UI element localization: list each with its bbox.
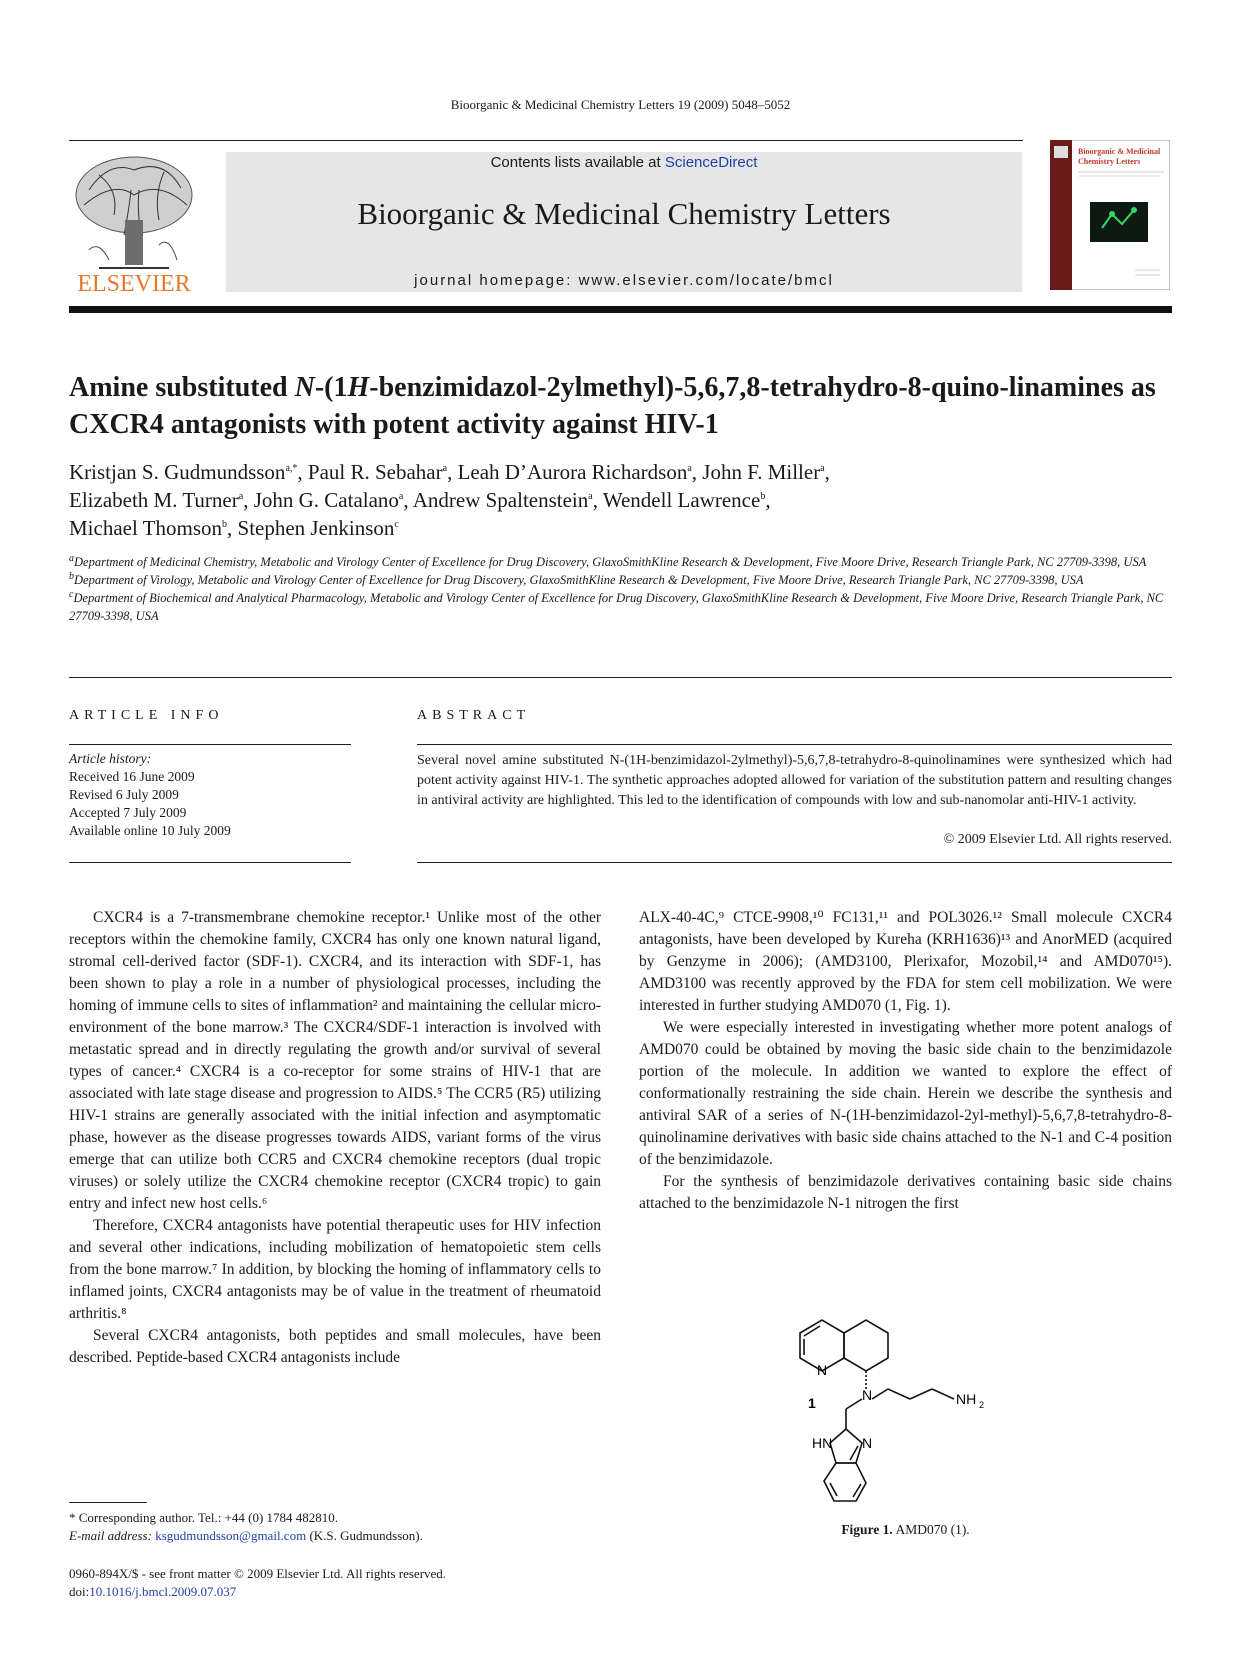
- elsevier-logo[interactable]: [69, 150, 199, 295]
- journal-title: Bioorganic & Medicinal Chemistry Letters: [357, 196, 891, 231]
- author-name[interactable]: Andrew Spaltenstein: [412, 488, 589, 512]
- affiliation-b: [69, 571, 1172, 589]
- author-name[interactable]: Kristjan S. Gudmundsson: [69, 460, 286, 484]
- history-label: Article history:: [69, 751, 152, 766]
- nh2-label: NH: [956, 1391, 977, 1407]
- author-affil-sup: a: [442, 463, 448, 474]
- author-name[interactable]: Elizabeth M. Turner: [69, 488, 239, 512]
- affil-text: Department of Virology, Metabolic and Virology Center of Excellence for Drug Discovery, GlaxoSmithKline Research & Development, Five Moore Drive, Research Triangle Park, NC 27709-3398, USA: [74, 573, 1084, 587]
- article-title: [69, 369, 1172, 443]
- body-column-right: [639, 907, 1172, 1215]
- svg-text:Chemistry Letters: Chemistry Letters: [1078, 157, 1141, 166]
- figure-caption-label: Figure 1.: [841, 1522, 893, 1537]
- author-affil-sup: a: [687, 463, 692, 474]
- affiliation-rule: [69, 677, 1172, 678]
- abstract-rule-bottom: [417, 862, 1172, 863]
- title-part-2: -(1: [314, 372, 348, 403]
- contents-prefix: Contents lists available at: [490, 154, 665, 171]
- journal-cover-image: [1050, 140, 1170, 290]
- email-link[interactable]: ksgudmundsson@gmail.com: [155, 1528, 307, 1543]
- author-name[interactable]: Paul R. Sebahar: [307, 460, 443, 484]
- issn-block: [69, 1565, 629, 1601]
- author-name[interactable]: Stephen Jenkinson: [237, 516, 395, 540]
- article-history: [69, 750, 351, 840]
- online-date: Available online 10 July 2009: [69, 823, 231, 838]
- abstract-rule: [417, 744, 1172, 745]
- affil-text: Department of Biochemical and Analytical Pharmacology, Metabolic and Virology Center of Excellence for Drug Discovery, GlaxoSmithKline Research & Development, Five Moore Drive, Research Triangle Park, NC 27709-3398, USA: [69, 591, 1164, 623]
- figure-caption-text: AMD070 (1).: [892, 1522, 970, 1537]
- affil-text: Department of Medicinal Chemistry, Metabolic and Virology Center of Excellence for Drug Discovery, GlaxoSmithKline Research & Development, Five Moore Drive, Research Triangle Park, NC 27709-3398, USA: [74, 555, 1147, 569]
- author-name[interactable]: Wendell Lawrence: [602, 488, 761, 512]
- abstract-text: Several novel amine substituted N-(1H-benzimidazol-2ylmethyl)-5,6,7,8-tetrahydro-8-quinolinamines were synthesized which had potent activity against HIV-1. The synthetic approaches adopted allowed for variation of the substitution pattern and resulting changes in antiviral activity are highlighted. This led to the identification of compounds with low and sub-nanomolar anti-HIV-1 activity.: [417, 753, 1172, 808]
- title-italic-h: H: [347, 372, 370, 403]
- abstract-copyright: © 2009 Elsevier Ltd. All rights reserved.: [943, 832, 1172, 847]
- email-suffix: (K.S. Gudmundsson).: [306, 1528, 423, 1543]
- doi-line: [69, 1583, 629, 1601]
- elsevier-wordmark: ELSEVIER: [77, 271, 191, 295]
- author-name[interactable]: Leah D’Aurora Richardson: [457, 460, 688, 484]
- doi-prefix: doi:: [69, 1584, 90, 1599]
- affiliations: [69, 553, 1172, 625]
- author-affil-sup: a: [588, 491, 593, 502]
- article-info-rule: [69, 744, 351, 745]
- received-date: Received 16 June 2009: [69, 769, 195, 784]
- body-paragraph: Several CXCR4 antagonists, both peptides and small molecules, have been described. Peptide-based CXCR4 antagonists include: [69, 1327, 601, 1366]
- affil-label: b: [69, 570, 74, 582]
- issn-line: 0960-894X/$ - see front matter © 2009 Elsevier Ltd. All rights reserved.: [69, 1566, 447, 1581]
- figure-1-caption: [639, 1522, 1172, 1538]
- email-label: E-mail address:: [69, 1528, 156, 1543]
- body-paragraph: ALX-40-4C,⁹ CTCE-9908,¹⁰ FC131,¹¹ and POL3026.¹² Small molecule CXCR4 antagonists, have been developed by Kureha (KRH1636)¹³ and AnorMED (acquired by Genzyme in 2006); (AMD3100, Plerixafor, Mozobil,¹⁴ and AMD070¹⁵). AMD3100 was recently approved by the FDA for stem cell mobilization. We were interested in further studying AMD070 (1, Fig. 1).: [639, 909, 1172, 1014]
- author-affil-sup: a,*: [285, 463, 298, 474]
- amd070-structure-diagram: [790, 1293, 1010, 1513]
- imidazole-n-label: N: [862, 1435, 873, 1451]
- affil-label: a: [69, 552, 74, 564]
- revised-date: Revised 6 July 2009: [69, 787, 179, 802]
- author-affil-sup: a: [238, 491, 244, 502]
- title-italic-n: N: [294, 372, 315, 403]
- affiliation-a: [69, 553, 1172, 571]
- abstract-heading: ABSTRACT: [417, 708, 531, 723]
- affiliation-c: [69, 589, 1172, 625]
- journal-cover-thumbnail[interactable]: [1050, 140, 1170, 290]
- author-affil-sup: c: [394, 519, 399, 530]
- author-affil-sup: a: [820, 463, 825, 474]
- running-head: Bioorganic & Medicinal Chemistry Letters 19 (2009) 5048–5052: [450, 97, 791, 112]
- author-affil-sup: a: [398, 491, 404, 502]
- author-affil-sup: b: [222, 519, 228, 530]
- body-paragraph: CXCR4 is a 7-transmembrane chemokine receptor.¹ Unlike most of the other receptors within the chemokine family, CXCR4 has only one known natural ligand, stromal cell-derived factor (SDF-1). CXCR4, and its interaction with SDF-1, has been shown to play a role in a number of physiological processes, including the homing of immune cells to sites of inflammation² and maintaining the cellular micro-environment of the bone marrow.³ The CXCR4/SDF-1 interaction is involved with metastatic spread and in directly regulating the growth and/or survival of several types of cancer.⁴ CXCR4 is a co-receptor for some strains of HIV-1 that are associated with late stage disease and progression to AIDS.⁵ The CCR5 (R5) utilizing HIV-1 strains are generally associated with the initial infection and asymptomatic phase, however as the disease progresses towards AIDS, variant forms of the virus emerge that can utilize both CCR5 and CXCR4 chemokine receptors (dual tropic viruses) or solely utilize the CXCR4 chemokine receptor (CXCR4 tropic) to gain entry and infect new host cells.⁶: [69, 909, 601, 1212]
- accepted-date: Accepted 7 July 2009: [69, 805, 187, 820]
- body-paragraph: We were especially interested in investigating whether more potent analogs of AMD070 could be obtained by moving the basic side chain to the benzimidazole portion of the molecule. In addition we wanted to explore the effect of conformationally restraining the side chain. Herein we describe the synthesis and antiviral SAR of a series of N-(1H-benzimidazol-2yl-methyl)-5,6,7,8-tetrahydro-8-quinolinamine derivatives with basic side chains attached to the N-1 and C-4 position of the benzimidazole.: [639, 1019, 1172, 1168]
- article-info-rule-bottom: [69, 862, 351, 863]
- top-rule: [69, 140, 1023, 141]
- article-info-heading: ARTICLE INFO: [69, 708, 224, 723]
- pyridine-n-label: N: [816, 1362, 828, 1378]
- email-line: [69, 1527, 629, 1545]
- figure-1-structure: [790, 1293, 1010, 1513]
- title-part-3: -benzimidazol-2ylmethyl)-5,6,7,8-tetrahydro-8-quino-linamines as CXCR4 antagonists with potent activity against HIV-1: [69, 372, 1156, 440]
- doi-link[interactable]: 10.1016/j.bmcl.2009.07.037: [89, 1584, 237, 1599]
- footnote: [69, 1509, 629, 1545]
- amine-n-label: N: [861, 1387, 873, 1403]
- author-name[interactable]: Michael Thomson: [69, 516, 223, 540]
- body-column-left: [69, 907, 601, 1369]
- body-paragraph: For the synthesis of benzimidazole derivatives containing basic side chains attached to the benzimidazole N-1 nitrogen the first: [639, 1173, 1172, 1212]
- author-affil-sup: b: [760, 491, 766, 502]
- sciencedirect-link[interactable]: ScienceDirect: [664, 154, 758, 171]
- title-part-1: Amine substituted: [69, 372, 295, 403]
- affil-label: c: [69, 588, 74, 600]
- footnote-rule: [69, 1502, 147, 1503]
- elsevier-tree-icon: [69, 150, 199, 295]
- author-name[interactable]: John F. Miller: [702, 460, 821, 484]
- svg-text:Bioorganic & Medicinal: Bioorganic & Medicinal: [1078, 147, 1161, 156]
- masthead-thick-rule: [69, 306, 1172, 313]
- journal-homepage-link[interactable]: journal homepage: www.elsevier.com/locate/bmcl: [414, 272, 834, 289]
- hn-label: HN: [812, 1435, 833, 1451]
- contents-line: [226, 154, 1022, 171]
- compound-number-label: 1: [808, 1395, 816, 1411]
- nh2-subscript: 2: [979, 1400, 985, 1410]
- corresponding-author-note: * Corresponding author. Tel.: +44 (0) 1784 482810.: [69, 1510, 339, 1525]
- author-name[interactable]: John G. Catalano: [253, 488, 399, 512]
- author-list: Kristjan S. Gudmundsson$^{a,*}$, Paul R. Sebahar$^a$, Leah D’Aurora Richardson$^a$, John F. Miller$^a$, Elizabeth M. Turner$^a$, John G. Catalano$^a$, Andrew Spaltenstein$^a$, Wendell Lawrence$^b$, Michael Thomson$^b$, Stephen Jenkinson$^c$: [69, 460, 830, 540]
- body-paragraph: Therefore, CXCR4 antagonists have potential therapeutic uses for HIV infection and several other indications, including mobilization of hematopoietic stem cells from the bone marrow.⁷ In addition, by blocking the homing of inflammatory cells to inflamed joints, CXCR4 antagonists may be of value in the treatment of rheumatoid arthritis.⁸: [69, 1217, 601, 1322]
